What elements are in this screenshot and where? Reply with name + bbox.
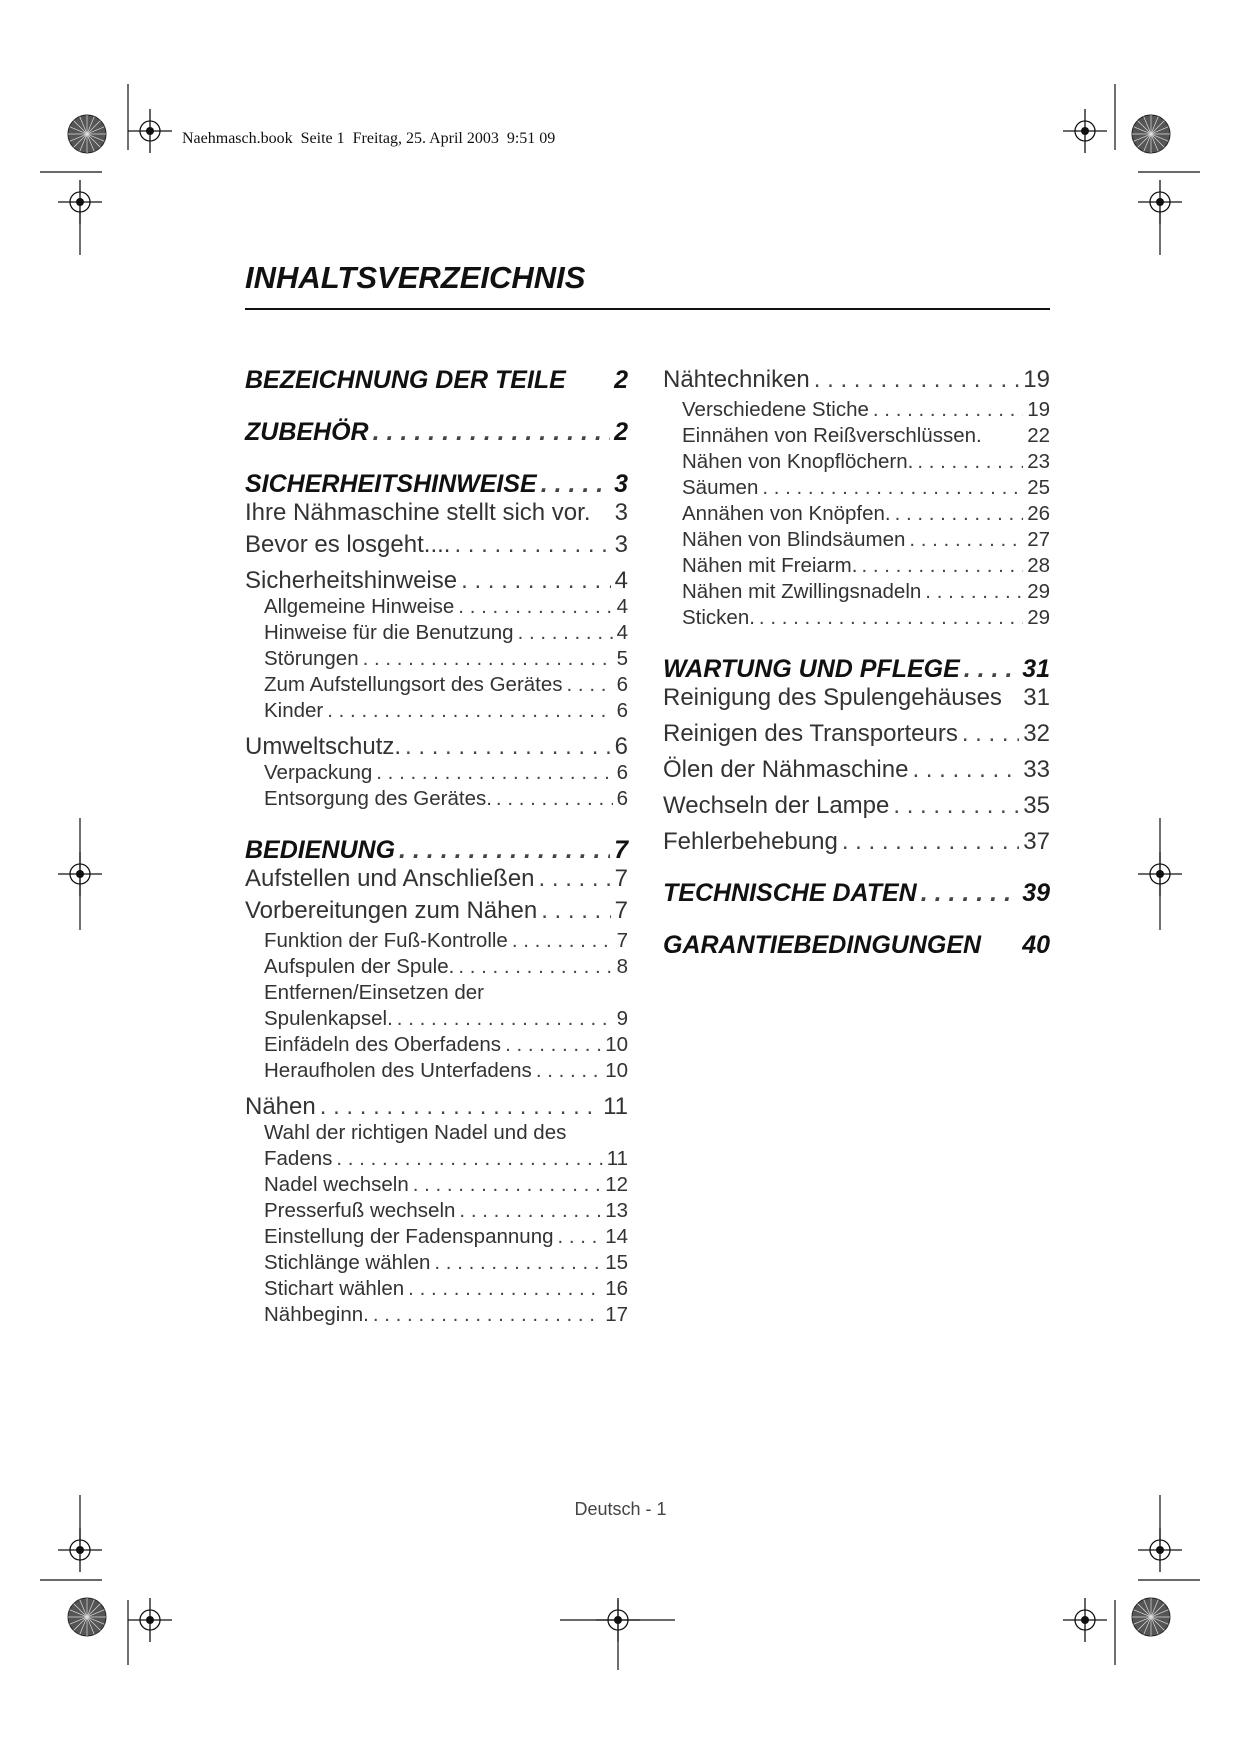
toc-entry[interactable]: Nähen mit Zwillingsnadeln . . . 29 <box>663 580 1050 606</box>
toc-entry[interactable]: Verpackung . . . 6 <box>245 761 628 787</box>
toc-entry[interactable]: BEDIENUNG . . . 7 <box>245 836 628 865</box>
toc-entry[interactable]: Presserfuß wechseln . . . 13 <box>245 1199 628 1225</box>
toc-entry[interactable]: Hinweise für die Benutzung . . . 4 <box>245 621 628 647</box>
toc-entry[interactable]: Nähbeginn. . . . 17 <box>245 1303 628 1329</box>
toc-entry[interactable]: Heraufholen des Unterfadens . . . 10 <box>245 1059 628 1085</box>
toc-entry[interactable]: Nähen . . . 11 <box>245 1093 628 1121</box>
toc-entry[interactable]: Sicherheitshinweise . . . 4 <box>245 567 628 595</box>
toc-entry[interactable]: Annähen von Knöpfen. . . . 26 <box>663 502 1050 528</box>
toc-entry[interactable]: Entsorgung des Gerätes. . . . 6 <box>245 787 628 813</box>
toc-entry-line: Entfernen/Einsetzen der <box>264 981 484 1004</box>
page-footer: Deutsch - 1 <box>574 1499 667 1519</box>
toc-entry[interactable]: Zum Aufstellungsort des Gerätes . . . 6 <box>245 673 628 699</box>
toc-left-column <box>245 366 628 1329</box>
title-rule <box>245 308 1050 310</box>
toc-entry[interactable]: Vorbereitungen zum Nähen . . . 7 <box>245 897 628 925</box>
toc-entry[interactable]: Aufspulen der Spule. . . . 8 <box>245 955 628 981</box>
toc-entry[interactable]: Bevor es losgeht.... . . . 3 <box>245 531 628 559</box>
toc-entry[interactable]: Nähen mit Freiarm. . . . 28 <box>663 554 1050 580</box>
toc-entry[interactable]: Reinigung des Spulengehäuses 31 <box>663 684 1050 711</box>
toc-entry[interactable]: Spulenkapsel. . . . 9 <box>245 1007 628 1033</box>
toc-entry[interactable]: Nadel wechseln . . . 12 <box>245 1173 628 1199</box>
toc-entry[interactable]: Funktion der Fuß-Kontrolle . . . 7 <box>245 929 628 955</box>
toc-entry[interactable]: Stichart wählen . . . 16 <box>245 1277 628 1303</box>
toc-entry[interactable]: TECHNISCHE DATEN . . . 39 <box>663 879 1050 908</box>
toc-entry[interactable]: Verschiedene Stiche . . . 19 <box>663 398 1050 424</box>
toc-entry[interactable]: BEZEICHNUNG DER TEILE 2 <box>245 366 628 394</box>
toc-entry[interactable]: Reinigen des Transporteurs . . . 32 <box>663 720 1050 748</box>
toc-entry[interactable]: Wechseln der Lampe . . . 35 <box>663 792 1050 820</box>
toc-entry[interactable]: GARANTIEBEDINGUNGEN 40 <box>663 931 1050 959</box>
toc-entry[interactable]: Nähtechniken . . . 19 <box>663 366 1050 394</box>
toc-entry[interactable]: Nähen von Knopflöchern. . . . 23 <box>663 450 1050 476</box>
toc-entry[interactable]: Umweltschutz. . . . 6 <box>245 733 628 761</box>
toc-entry[interactable]: Fehlerbehebung . . . 37 <box>663 828 1050 856</box>
toc-entry[interactable]: Ölen der Nähmaschine . . . 33 <box>663 756 1050 784</box>
toc-entry[interactable]: Kinder . . . 6 <box>245 699 628 725</box>
toc-entry[interactable]: Allgemeine Hinweise . . . 4 <box>245 595 628 621</box>
toc-entry[interactable]: Einnähen von Reißverschlüssen. 22 <box>682 424 1050 447</box>
book-header-line: Naehmasch.book Seite 1 Freitag, 25. April 2003 9:51 09 <box>182 130 556 147</box>
toc-entry[interactable]: SICHERHEITSHINWEISE . . . 3 <box>245 470 628 499</box>
toc-right-column <box>663 366 1050 960</box>
toc-entry[interactable]: ZUBEHÖR . . . 2 <box>245 418 628 447</box>
toc-entry-line: Wahl der richtigen Nadel und des <box>264 1121 567 1144</box>
toc-entry[interactable]: Säumen . . . 25 <box>663 476 1050 502</box>
toc-entry[interactable]: Nähen von Blindsäumen . . . 27 <box>663 528 1050 554</box>
toc-entry[interactable]: WARTUNG UND PFLEGE . . . 31 <box>663 655 1050 684</box>
toc-entry[interactable]: Einstellung der Fadenspannung . . . 14 <box>245 1225 628 1251</box>
toc-entry[interactable]: Aufstellen und Anschließen . . . 7 <box>245 865 628 893</box>
toc-entry[interactable]: Fadens . . . 11 <box>245 1147 628 1173</box>
toc-entry[interactable]: Störungen . . . 5 <box>245 647 628 673</box>
page-title: INHALTSVERZEICHNIS <box>245 260 586 295</box>
toc-entry[interactable]: Ihre Nähmaschine stellt sich vor. 3 <box>245 499 628 526</box>
toc-entry[interactable]: Stichlänge wählen . . . 15 <box>245 1251 628 1277</box>
toc-entry[interactable]: Einfädeln des Oberfadens . . . 10 <box>245 1033 628 1059</box>
toc-entry[interactable]: Sticken. . . . 29 <box>663 606 1050 632</box>
